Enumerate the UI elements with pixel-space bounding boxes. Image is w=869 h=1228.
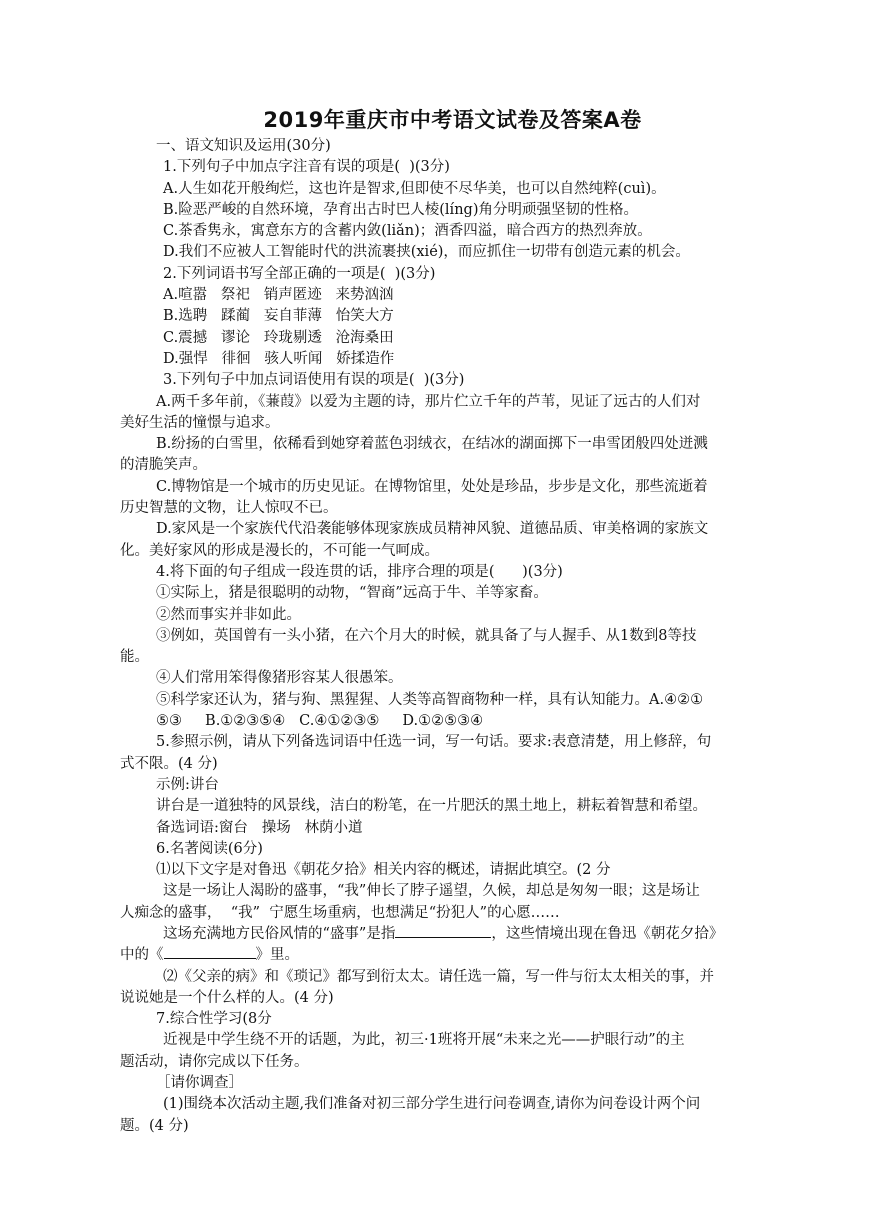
text-line	[156, 775, 749, 796]
line-text: ，这些情境出现在鲁迅《朝花夕拾》	[491, 925, 724, 942]
line-text: 示例:讲台	[156, 776, 219, 793]
line-text: 式不限。(4 分)	[120, 755, 218, 772]
line-text: 一、语文知识及运用(30分)	[156, 138, 331, 154]
text-line	[156, 519, 749, 540]
text-line	[156, 370, 749, 391]
text-line	[156, 285, 749, 306]
answer-blank[interactable]	[164, 958, 256, 959]
line-text: C.茶香隽永，寓意东方的含蓄内敛(liǎn)；酒香四溢，暗合西方的热烈奔放。	[163, 223, 652, 240]
text-line	[156, 306, 749, 327]
text-line	[120, 1052, 749, 1073]
line-text: D.家风是一个家族代代沿袭能够体现家族成员精神风貌、道德品质、审美格调的家族文	[156, 521, 709, 538]
text-line	[156, 690, 749, 711]
text-line	[156, 221, 749, 242]
text-line	[120, 945, 749, 966]
text-line	[156, 796, 749, 817]
line-text: 美好生活的憧憬与追求。	[120, 414, 280, 431]
line-text: ③例如，英国曾有一头小猪，在六个月大的时候，就具备了与人握手、从1数到8等技	[156, 627, 697, 644]
line-text: 2.下列词语书写全部正确的一项是( )(3分)	[163, 265, 436, 282]
line-text: 5.参照示例，请从下列备选词语中任选一词，写一句话。要求:表意清楚，用上修辞，句	[156, 734, 712, 751]
line-text: A.喧嚣 祭祀 销声匿迹 来势汹汹	[163, 287, 394, 304]
text-line	[156, 264, 749, 285]
line-text: 近视是中学生绕不开的话题，为此，初三·1班将开展“未来之光——护眼行动”的主	[163, 1032, 685, 1049]
line-text: ①实际上，猪是很聪明的动物，“智商”远高于牛、羊等家畜。	[156, 585, 548, 602]
line-text: 4.将下面的句子组成一段连贯的话，排序合理的项是( )(3分)	[156, 563, 563, 580]
line-text: ②然而事实并非如此。	[156, 606, 301, 623]
text-line	[156, 1094, 749, 1115]
text-line	[120, 988, 749, 1009]
line-text: 历史智慧的文物，让人惊叹不已。	[120, 500, 338, 517]
line-text: 》里。	[255, 947, 299, 964]
text-line	[156, 200, 749, 221]
text-line	[156, 732, 749, 753]
text-line	[120, 903, 749, 924]
line-text: D.我们不应被人工智能时代的洪流裹挟(xié)，而应抓住一切带有创造元素的机会。	[163, 244, 690, 261]
text-line	[156, 605, 749, 626]
text-line	[120, 498, 749, 519]
text-line	[156, 434, 749, 455]
text-line	[156, 477, 749, 498]
line-text: ［请你调查］	[156, 1075, 243, 1092]
line-text: C.博物馆是一个城市的历史见证。在博物馆里，处处是珍品，步步是文化，那些流逝着	[156, 478, 708, 495]
line-text: 3.下列句子中加点词语使用有误的项是( )(3分)	[163, 372, 465, 389]
line-text: ⑤③ B.①②③⑤④ C.④①②③⑤ D.①②⑤③④	[156, 713, 484, 730]
line-text: 备选词语:窗台 操场 林荫小道	[156, 819, 363, 836]
text-line	[156, 242, 749, 263]
line-text: B.选聘 蹂蔺 妄自菲薄 怡笑大方	[163, 308, 394, 325]
text-line	[156, 136, 749, 157]
line-text: ⑵《父亲的病》和《琐记》都写到衍太太。请任选一篇，写一件与衍太太相关的事，并	[163, 968, 714, 985]
page-title: 2019年重庆市中考语文试卷及答案A卷	[263, 108, 642, 132]
text-line	[120, 1116, 749, 1137]
text-line	[120, 647, 749, 668]
text-line	[156, 392, 749, 413]
line-text: 6.名著阅读(6分)	[156, 840, 263, 857]
line-text: 能。	[120, 649, 149, 666]
line-text: B.纷扬的白雪里，依稀看到她穿着蓝色羽绒衣，在结冰的湖面掷下一串雪团般四处迸溅	[156, 436, 708, 453]
text-line	[156, 1009, 749, 1030]
text-line	[156, 711, 749, 732]
line-text: 人痴念的盛事， “我” 宁愿生场重病，也想满足“扮犯人”的心愿……	[120, 904, 560, 921]
text-line	[120, 754, 749, 775]
text-line	[156, 668, 749, 689]
line-text: 题。(4 分)	[120, 1117, 189, 1134]
text-line	[156, 328, 749, 349]
line-text: 中的《	[120, 947, 164, 964]
text-line	[156, 881, 749, 902]
line-text: 的清脆笑声。	[120, 457, 207, 474]
line-text: (1)围绕本次活动主题,我们准备对初三部分学生进行问卷调查,请你为问卷设计两个问	[163, 1096, 701, 1113]
line-text: 讲台是一道独特的风景线，洁白的粉笔，在一片肥沃的黑土地上，耕耘着智慧和希望。	[156, 798, 707, 815]
text-line	[120, 455, 749, 476]
text-line	[156, 626, 749, 647]
text-line	[156, 839, 749, 860]
line-text: ⑤科学家还认为，猪与狗、黑猩猩、人类等高智商物种一样，具有认知能力。A.④②①	[156, 691, 704, 708]
text-line	[156, 818, 749, 839]
line-text: ④人们常用笨得像猪形容某人很愚笨。	[156, 670, 403, 687]
text-line	[156, 1030, 749, 1051]
line-text: B.险恶严峻的自然环境，孕育出古时巴人棱(líng)角分明顽强坚韧的性格。	[163, 201, 638, 218]
line-text: ⑴以下文字是对鲁迅《朝花夕拾》相关内容的概述，请据此填空。(2 分	[156, 862, 611, 879]
text-line	[156, 179, 749, 200]
line-text: A.人生如花开般绚烂，这也许是智求,但即使不尽华美，也可以自然纯粹(cuì)。	[163, 180, 666, 197]
line-text: 1.下列句子中加点字注音有误的项是( )(3分)	[163, 159, 450, 176]
line-text: A.两千多年前，《蒹葭》以爱为主题的诗，那片伫立千年的芦苇，见证了远古的人们对	[156, 393, 701, 410]
text-line	[120, 541, 749, 562]
line-text: 化。美好家风的形成是漫长的，不可能一气呵成。	[120, 542, 439, 559]
line-text: 7.综合性学习(8分	[156, 1011, 272, 1028]
line-text: 说说她是一个什么样的人。(4 分)	[120, 989, 334, 1006]
text-line	[156, 157, 749, 178]
answer-blank[interactable]	[395, 937, 491, 938]
line-text: 题活动，请你完成以下任务。	[120, 1053, 309, 1070]
text-line	[156, 924, 749, 945]
line-text: 这场充满地方民俗风情的“盛事”是指	[163, 925, 396, 942]
text-line	[156, 967, 749, 988]
line-text: D.强悍 徘徊 骇人听闻 娇揉造作	[163, 350, 395, 367]
text-line	[120, 413, 749, 434]
text-line	[156, 562, 749, 583]
text-line	[156, 860, 749, 881]
text-line	[156, 583, 749, 604]
line-text: C.震撼 谬论 玲珑剔透 沧海桑田	[163, 329, 394, 346]
text-line	[156, 349, 749, 370]
line-text: 这是一场让人渴盼的盛事，“我”伸长了脖子遥望，久候，却总是匆匆一眼；这是场让	[163, 883, 700, 900]
document-body	[120, 136, 749, 1137]
text-line	[156, 1073, 749, 1094]
